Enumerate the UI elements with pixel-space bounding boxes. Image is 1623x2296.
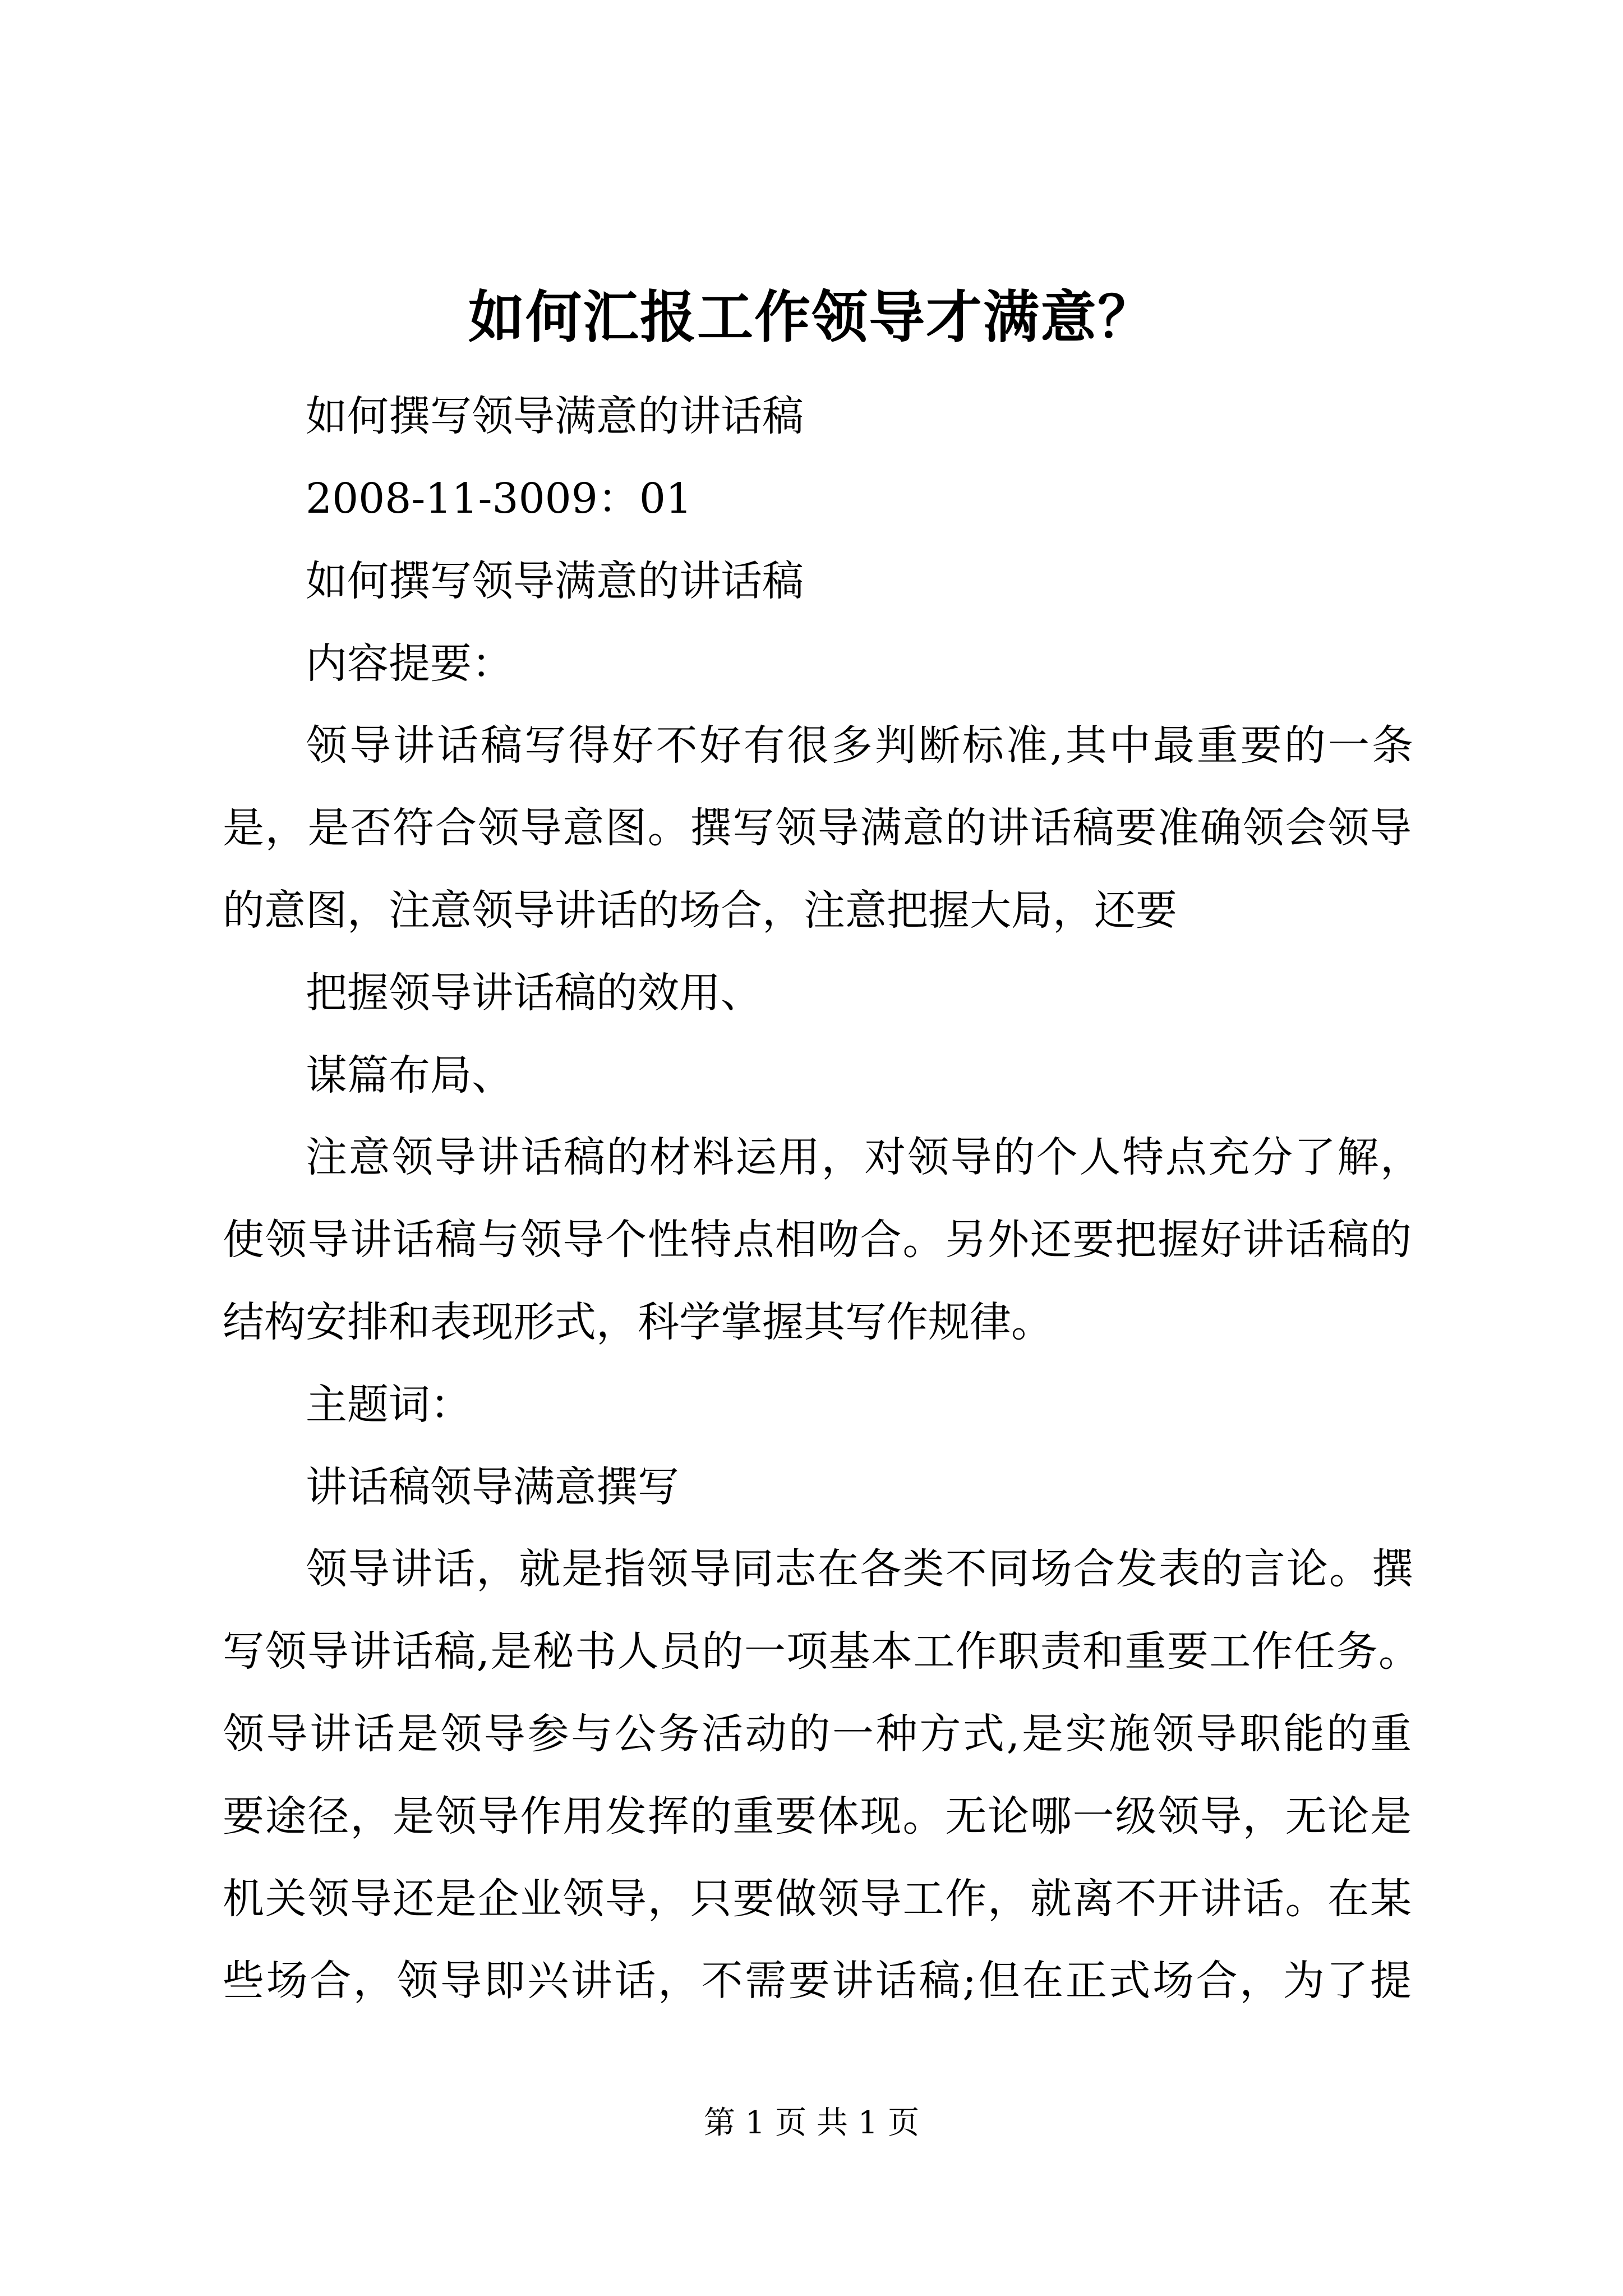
paragraph-line: 领导讲话，就是指领导同志在各类不同场合发表的言论。撰 — [306, 1545, 1413, 1593]
paragraph-line: 领导讲话是领导参与公务活动的一种方式,是实施领导职能的重 — [223, 1710, 1412, 1758]
paragraph-line: 谋篇布局、 — [306, 1051, 513, 1099]
paragraph-line: 2008-11-3009：01 — [306, 475, 692, 523]
paragraph-line: 些场合，领导即兴讲话，不需要讲话稿;但在正式场合，为了提 — [223, 1957, 1412, 2005]
paragraph-line: 主题词： — [306, 1381, 472, 1429]
paragraph-line: 内容提要： — [306, 639, 513, 688]
paragraph-line: 如何撰写领导满意的讲话稿 — [306, 392, 804, 440]
paragraph-line: 是，是否符合领导意图。撰写领导满意的讲话稿要准确领会领导 — [223, 804, 1412, 852]
paragraph-line: 如何撰写领导满意的讲话稿 — [306, 557, 804, 605]
paragraph-line: 机关领导还是企业领导，只要做领导工作，就离不开讲话。在某 — [223, 1875, 1412, 1923]
paragraph-line: 的意图，注意领导讲话的场合，注意把握大局，还要 — [223, 886, 1177, 935]
page-footer: 第 1 页 共 1 页 — [703, 2105, 920, 2141]
paragraph-line: 注意领导讲话稿的材料运用，对领导的个人特点充分了解， — [306, 1133, 1422, 1181]
paragraph-line: 把握领导讲话稿的效用、 — [306, 969, 762, 1017]
paragraph-line: 要途径，是领导作用发挥的重要体现。无论哪一级领导，无论是 — [223, 1792, 1412, 1841]
document-title: 如何汇报工作领导才满意？ — [468, 284, 1155, 350]
paragraph-line: 领导讲话稿写得好不好有很多判断标准,其中最重要的一条 — [306, 721, 1413, 770]
paragraph-line: 讲话稿领导满意撰写 — [306, 1463, 679, 1511]
paragraph-line: 结构安排和表现形式，科学掌握其写作规律。 — [223, 1298, 1053, 1346]
paragraph-line: 写领导讲话稿,是秘书人员的一项基本工作职责和重要工作任务。 — [223, 1627, 1420, 1676]
paragraph-line: 使领导讲话稿与领导个性特点相吻合。另外还要把握好讲话稿的 — [223, 1216, 1412, 1264]
